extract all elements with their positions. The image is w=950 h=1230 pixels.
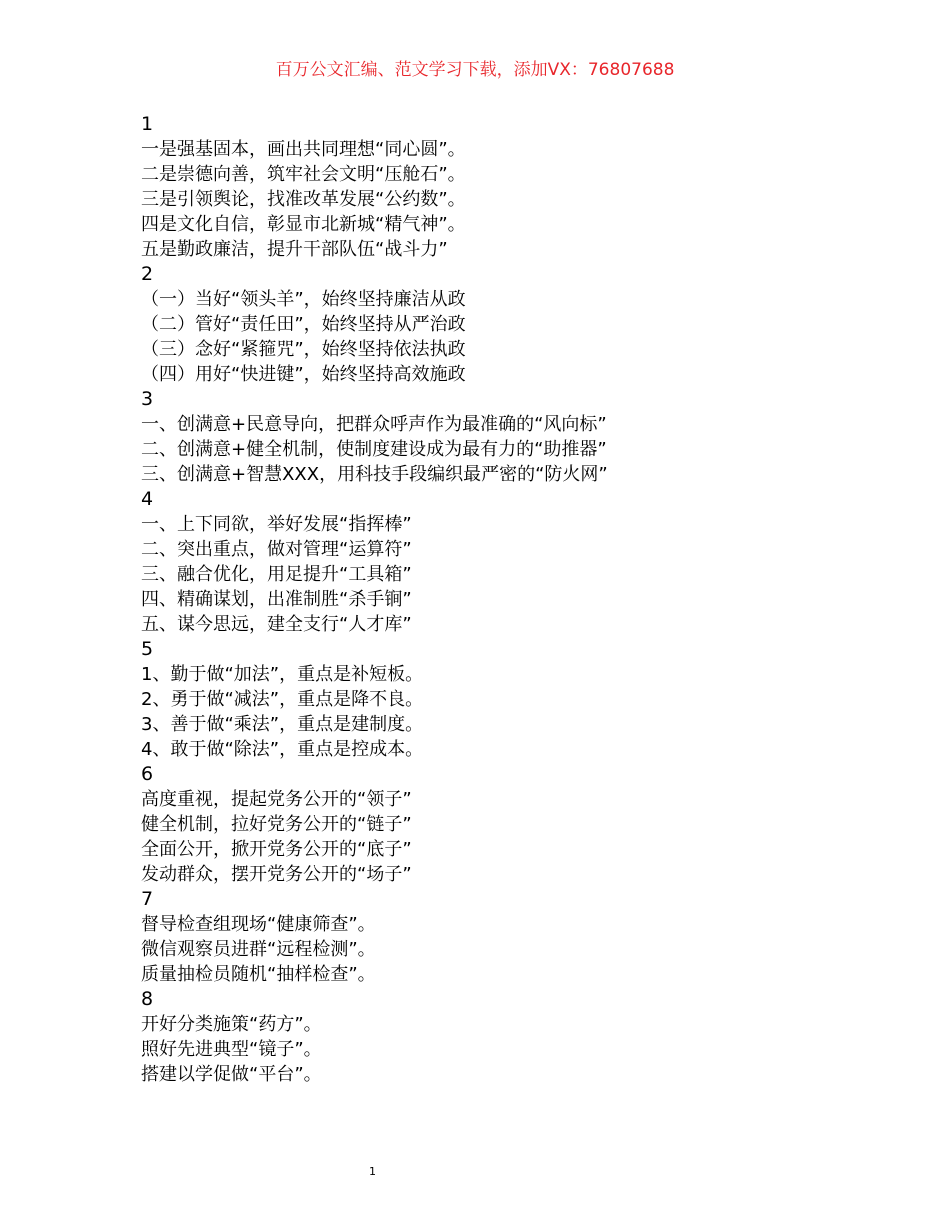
- text-line: （四）用好“快进键”，始终坚持高效施政: [141, 364, 466, 385]
- text-line: 一、创满意+民意导向，把群众呼声作为最准确的“风向标”: [141, 414, 607, 435]
- section-number: 1: [141, 113, 154, 135]
- section-number: 7: [141, 888, 154, 910]
- section-number: 2: [141, 263, 154, 285]
- text-line: 五是勤政廉洁，提升干部队伍“战斗力”: [141, 239, 448, 260]
- text-line: 一是强基固本，画出共同理想“同心圆”。: [141, 139, 466, 160]
- section-1: [141, 112, 841, 262]
- text-line: 搭建以学促做“平台”。: [141, 1064, 322, 1085]
- text-line: 健全机制，拉好党务公开的“链子”: [141, 814, 412, 835]
- section-6: [141, 762, 841, 887]
- text-line: 三、融合优化，用足提升“工具箱”: [141, 564, 412, 585]
- page-number: 1: [369, 1165, 376, 1178]
- section-number: 8: [141, 988, 154, 1010]
- page-header: 百万公文汇编、范文学习下载，添加VX：76807688: [275, 60, 675, 80]
- text-line: 督导检查组现场“健康筛查”。: [141, 914, 376, 935]
- text-line: 五、谋今思远，建全支行“人才库”: [141, 614, 412, 635]
- text-line: 全面公开，掀开党务公开的“底子”: [141, 839, 412, 860]
- section-number: 5: [141, 638, 154, 660]
- text-line: 二是崇德向善，筑牢社会文明“压舱石”。: [141, 164, 466, 185]
- text-line: 四、精确谋划，出准制胜“杀手锏”: [141, 589, 412, 610]
- text-line: 照好先进典型“镜子”。: [141, 1039, 322, 1060]
- text-line: 二、创满意+健全机制，使制度建设成为最有力的“助推器”: [141, 439, 607, 460]
- section-number: 4: [141, 488, 154, 510]
- text-line: 高度重视，提起党务公开的“领子”: [141, 789, 412, 810]
- text-line: （二）管好“责任田”，始终坚持从严治政: [141, 314, 466, 335]
- section-3: [141, 387, 841, 487]
- text-line: 三是引领舆论，找准改革发展“公约数”。: [141, 189, 466, 210]
- text-line: 一、上下同欲，举好发展“指挥棒”: [141, 514, 412, 535]
- section-number: 6: [141, 763, 154, 785]
- text-line: 发动群众，摆开党务公开的“场子”: [141, 864, 412, 885]
- section-4: [141, 487, 841, 637]
- text-line: 开好分类施策“药方”。: [141, 1014, 322, 1035]
- text-line: 微信观察员进群“远程检测”。: [141, 939, 376, 960]
- section-number: 3: [141, 388, 154, 410]
- text-line: 二、突出重点，做对管理“运算符”: [141, 539, 412, 560]
- text-line: 三、创满意+智慧XXX，用科技手段编织最严密的“防火网”: [141, 464, 608, 485]
- text-line: 4、敢于做“除法”，重点是控成本。: [141, 739, 424, 760]
- text-line: （三）念好“紧箍咒”，始终坚持依法执政: [141, 339, 466, 360]
- section-7: [141, 887, 841, 987]
- text-line: 2、勇于做“减法”，重点是降不良。: [141, 689, 424, 710]
- text-line: 1、勤于做“加法”，重点是补短板。: [141, 664, 424, 685]
- text-line: 质量抽检员随机“抽样检查”。: [141, 964, 376, 985]
- text-line: （一）当好“领头羊”，始终坚持廉洁从政: [141, 289, 466, 310]
- document-body: [141, 112, 841, 1087]
- text-line: 3、善于做“乘法”，重点是建制度。: [141, 714, 424, 735]
- section-5: [141, 637, 841, 762]
- section-2: [141, 262, 841, 387]
- section-8: [141, 987, 841, 1087]
- text-line: 四是文化自信，彰显市北新城“精气神”。: [141, 214, 466, 235]
